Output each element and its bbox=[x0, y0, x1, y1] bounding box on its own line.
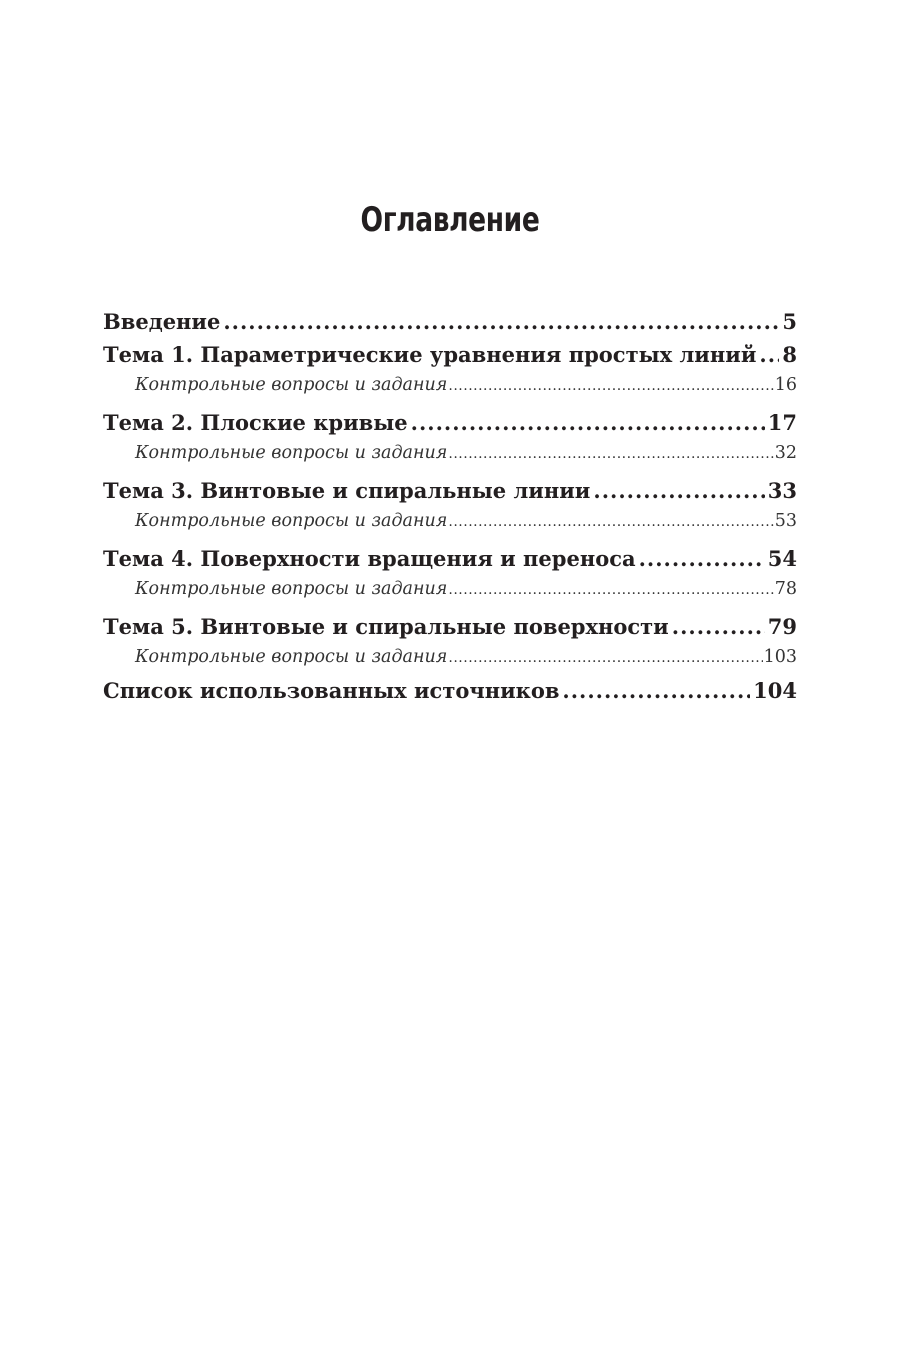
toc-entry-page: 104 bbox=[753, 678, 797, 703]
toc-subentry-topic-3-questions[interactable] bbox=[103, 507, 797, 542]
toc-entry-label: Тема 2. Плоские кривые bbox=[103, 410, 408, 435]
toc-entry-label: Тема 3. Винтовые и спиральные линии bbox=[103, 478, 591, 503]
toc-subentry-label: Контрольные вопросы и задания bbox=[135, 443, 448, 463]
toc-entry-topic-5[interactable] bbox=[103, 610, 797, 643]
dot-leader bbox=[639, 542, 765, 575]
toc-entry-topic-1[interactable] bbox=[103, 338, 797, 371]
toc-entry-introduction[interactable] bbox=[103, 305, 797, 338]
dot-leader bbox=[448, 440, 773, 469]
toc-entry-topic-4[interactable] bbox=[103, 542, 797, 575]
dot-leader bbox=[411, 406, 765, 439]
dot-leader bbox=[448, 508, 773, 537]
toc-subentry-page: 78 bbox=[774, 579, 797, 599]
dot-leader bbox=[223, 305, 779, 338]
toc-entry-topic-3[interactable] bbox=[103, 474, 797, 507]
toc-entry-topic-2[interactable] bbox=[103, 406, 797, 439]
toc-subentry-topic-4-questions[interactable] bbox=[103, 575, 797, 610]
page-title: Оглавление bbox=[360, 200, 540, 240]
toc-subentry-topic-2-questions[interactable] bbox=[103, 439, 797, 474]
toc-entry-label: Список использованных источников bbox=[103, 678, 560, 703]
toc-subentry-topic-5-questions[interactable] bbox=[103, 643, 797, 674]
dot-leader bbox=[562, 674, 750, 707]
table-of-contents bbox=[103, 305, 797, 707]
toc-entry-label: Тема 1. Параметрические уравнения простых линий bbox=[103, 342, 757, 367]
toc-subentry-page: 53 bbox=[774, 511, 797, 531]
toc-subentry-label: Контрольные вопросы и задания bbox=[135, 579, 448, 599]
toc-subentry-topic-1-questions[interactable] bbox=[103, 371, 797, 406]
toc-subentry-page: 16 bbox=[774, 375, 797, 395]
toc-subentry-label: Контрольные вопросы и задания bbox=[135, 647, 448, 667]
dot-leader bbox=[448, 576, 773, 605]
toc-entry-references[interactable] bbox=[103, 674, 797, 707]
toc-entry-page: 79 bbox=[767, 614, 797, 639]
toc-entry-page: 8 bbox=[782, 342, 797, 367]
toc-subentry-page: 103 bbox=[763, 647, 797, 667]
toc-subentry-page: 32 bbox=[774, 443, 797, 463]
toc-entry-label: Тема 5. Винтовые и спиральные поверхности bbox=[103, 614, 669, 639]
dot-leader bbox=[448, 372, 773, 401]
dot-leader bbox=[593, 474, 764, 507]
toc-entry-page: 54 bbox=[767, 546, 797, 571]
toc-subentry-label: Контрольные вопросы и задания bbox=[135, 375, 448, 395]
toc-entry-page: 5 bbox=[782, 309, 797, 334]
dot-leader bbox=[759, 338, 779, 371]
toc-entry-label: Тема 4. Поверхности вращения и переноса bbox=[103, 546, 636, 571]
toc-entry-label: Введение bbox=[103, 309, 221, 334]
dot-leader bbox=[448, 644, 762, 673]
toc-entry-page: 17 bbox=[767, 410, 797, 435]
dot-leader bbox=[672, 610, 765, 643]
toc-entry-page: 33 bbox=[767, 478, 797, 503]
toc-subentry-label: Контрольные вопросы и задания bbox=[135, 511, 448, 531]
